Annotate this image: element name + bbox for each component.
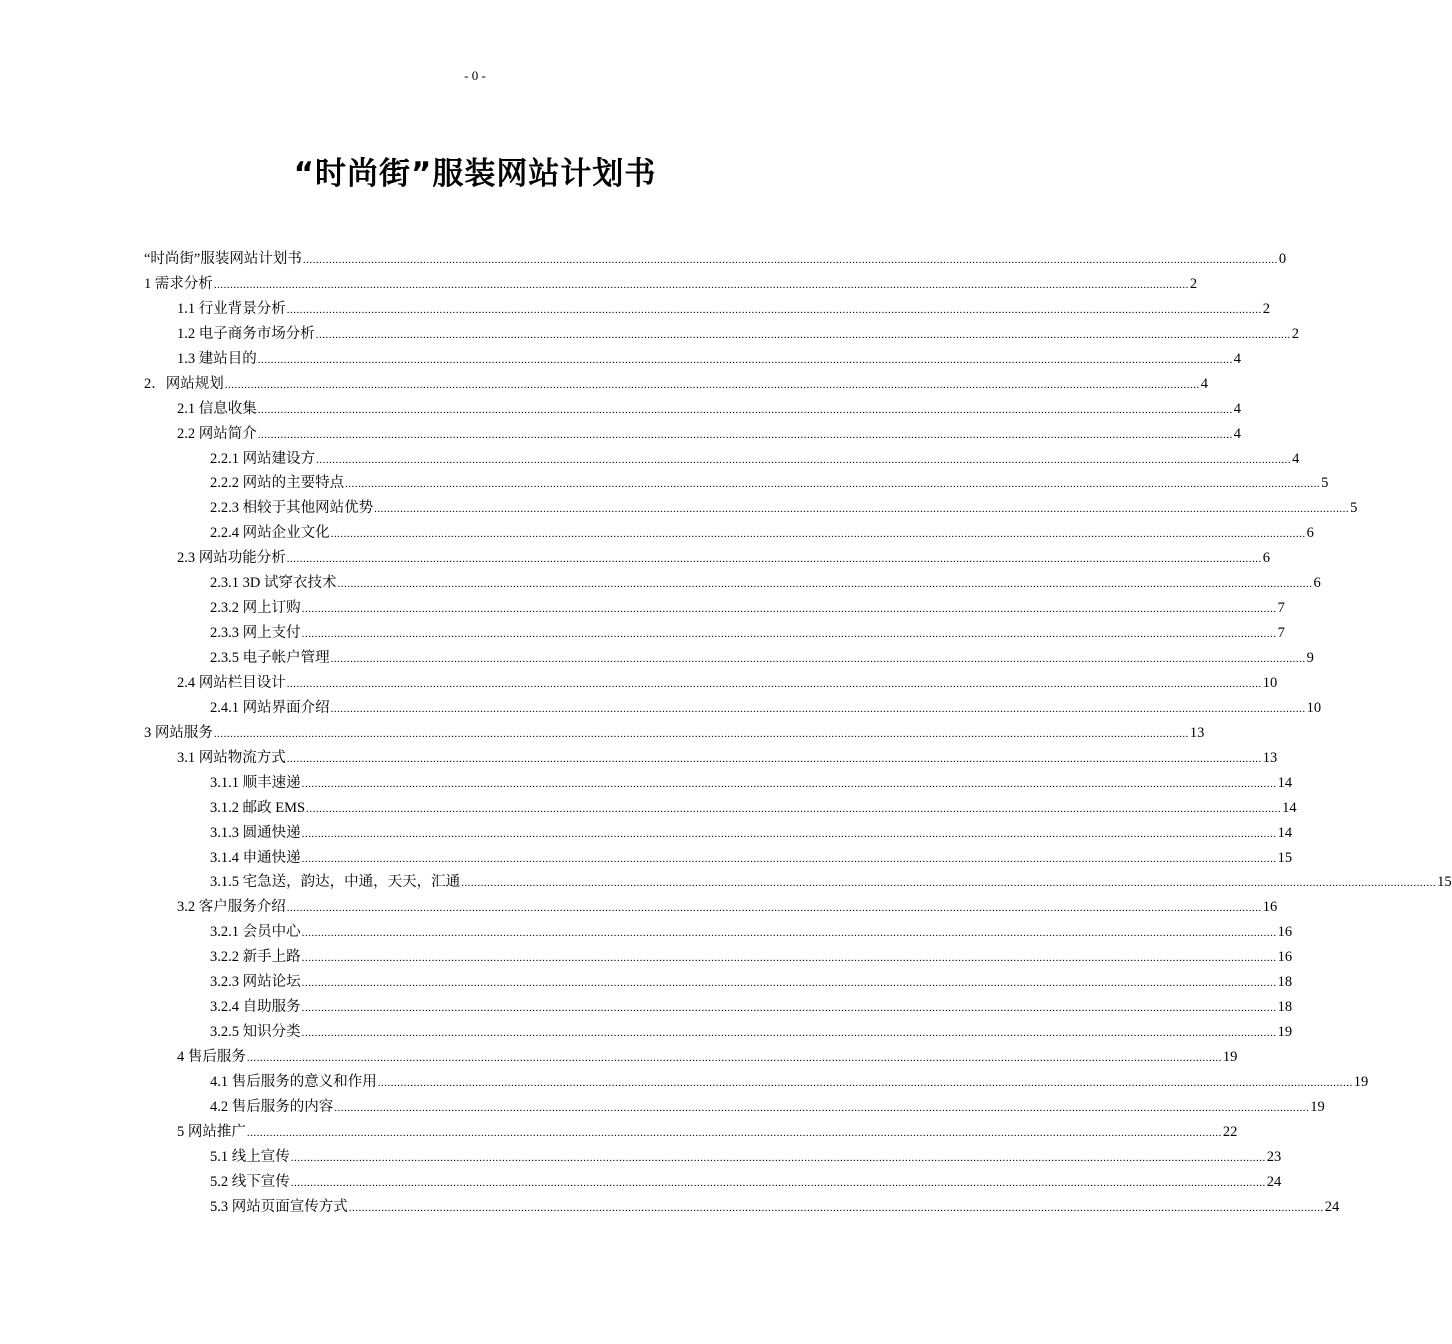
toc-dot-leader: ............................................................................................................................................................................................................................................................................................................ <box>461 877 1437 890</box>
toc-entry[interactable] <box>144 546 1270 571</box>
toc-entry-page: 23 <box>1266 1148 1282 1165</box>
document-title: “时尚街”服装网站计划书 <box>293 156 657 192</box>
toc-dot-leader: ............................................................................................................................................................................................................................................................................................................ <box>377 1076 1353 1089</box>
toc-entry[interactable] <box>144 471 1329 496</box>
toc-dot-leader: ............................................................................................................................................................................................................................................................................................................ <box>301 977 1277 990</box>
toc-entry-label: 2.2 网站简介 <box>177 425 257 442</box>
toc-entry[interactable] <box>144 821 1293 846</box>
toc-entry-label: 3.2 客户服务介绍 <box>177 899 286 916</box>
toc-entry[interactable] <box>144 297 1270 322</box>
toc-dot-leader: ............................................................................................................................................................................................................................................................................................................ <box>286 303 1262 316</box>
toc-entry-page: 24 <box>1266 1173 1282 1190</box>
toc-entry-page: 16 <box>1277 924 1293 941</box>
toc-entry-page: 0 <box>1278 251 1287 267</box>
toc-entry-page: 19 <box>1310 1098 1325 1115</box>
toc-entry-label: 4.1 售后服务的意义和作用 <box>210 1073 377 1090</box>
toc-entry-label: 3.1.2 邮政 EMS <box>210 799 306 816</box>
toc-entry[interactable] <box>144 721 1205 746</box>
toc-entry[interactable] <box>144 397 1241 422</box>
toc-entry-label: 4 售后服务 <box>177 1049 246 1065</box>
toc-entry-label: 4.2 售后服务的内容 <box>210 1098 334 1115</box>
toc-dot-leader: ............................................................................................................................................................................................................................................................................................................ <box>301 852 1277 865</box>
toc-dot-leader: ............................................................................................................................................................................................................................................................................................................ <box>213 278 1189 291</box>
toc-entry[interactable] <box>144 1020 1293 1045</box>
toc-entry-page: 18 <box>1277 974 1293 991</box>
toc-entry[interactable] <box>144 247 1287 272</box>
toc-dot-leader: ............................................................................................................................................................................................................................................................................................................ <box>316 453 1292 466</box>
toc-dot-leader: ............................................................................................................................................................................................................................................................................................................ <box>330 702 1306 715</box>
toc-entry[interactable] <box>144 1045 1238 1070</box>
toc-entry[interactable] <box>144 771 1293 796</box>
toc-entry-page: 18 <box>1277 999 1293 1016</box>
toc-entry-label: 2.3.1 3D 试穿衣技术 <box>210 575 337 592</box>
toc-entry[interactable] <box>144 1145 1282 1170</box>
toc-entry-page: 10 <box>1306 699 1322 716</box>
toc-entry-label: 2.2.4 网站企业文化 <box>210 525 330 542</box>
toc-entry-label: 2.3.2 网上订购 <box>210 600 301 617</box>
toc-entry-label: 5.3 网站页面宣传方式 <box>210 1198 348 1215</box>
toc-entry-label: 3.1.3 圆通快递 <box>210 824 301 841</box>
toc-entry-page: 16 <box>1277 949 1293 966</box>
toc-dot-leader: ............................................................................................................................................................................................................................................................................................................ <box>257 353 1233 366</box>
toc-entry-label: 5.1 线上宣传 <box>210 1148 290 1165</box>
toc-entry[interactable] <box>144 696 1322 721</box>
toc-entry-page: 9 <box>1306 650 1314 666</box>
toc-entry-page: 6 <box>1313 575 1321 592</box>
toc-entry-label: “时尚街”服装网站计划书 <box>144 251 302 267</box>
toc-entry[interactable] <box>144 646 1314 671</box>
toc-entry-label: 3.2.3 网站论坛 <box>210 974 301 991</box>
toc-dot-leader: ............................................................................................................................................................................................................................................................................................................ <box>330 653 1306 665</box>
toc-entry-label: 2.3.3 网上支付 <box>210 625 301 642</box>
toc-entry-label: 3 网站服务 <box>144 724 213 741</box>
toc-dot-leader: ............................................................................................................................................................................................................................................................................................................ <box>224 378 1200 391</box>
toc-entry-label: 2.2.1 网站建设方 <box>210 450 316 467</box>
toc-entry-page: 2 <box>1262 300 1270 317</box>
toc-entry-page: 6 <box>1262 550 1270 567</box>
page-number: - 0 - <box>464 68 486 83</box>
toc-entry[interactable] <box>144 746 1278 771</box>
toc-dot-leader: ............................................................................................................................................................................................................................................................................................................ <box>301 1002 1277 1015</box>
toc-entry-page: 4 <box>1233 425 1241 442</box>
toc-dot-leader: ............................................................................................................................................................................................................................................................................................................ <box>286 677 1262 690</box>
toc-dot-leader: ............................................................................................................................................................................................................................................................................................................ <box>337 578 1313 591</box>
toc-entry[interactable] <box>144 1195 1340 1220</box>
toc-entry-label: 3.2.1 会员中心 <box>210 924 301 941</box>
toc-entry-label: 2.3 网站功能分析 <box>177 550 286 567</box>
toc-entry-page: 14 <box>1277 774 1293 791</box>
toc-entry[interactable] <box>144 671 1278 696</box>
toc-entry[interactable] <box>144 571 1321 596</box>
toc-entry-page: 13 <box>1262 749 1278 766</box>
toc-entry-label: 2.4 网站栏目设计 <box>177 674 286 691</box>
toc-entry-label: 1.2 电子商务市场分析 <box>177 325 315 342</box>
toc-dot-leader: ............................................................................................................................................................................................................................................................................................................ <box>290 1176 1266 1189</box>
toc-entry[interactable] <box>144 796 1297 821</box>
toc-entry-page: 2 <box>1291 325 1299 342</box>
toc-entry-label: 3.2.4 自助服务 <box>210 999 301 1016</box>
toc-entry-label: 1.3 建站目的 <box>177 350 257 367</box>
toc-entry-label: 2.1 信息收集 <box>177 400 257 417</box>
toc-entry[interactable] <box>144 970 1293 995</box>
toc-dot-leader: ............................................................................................................................................................................................................................................................................................................ <box>290 1151 1266 1164</box>
toc-entry-label: 3.1.4 申通快递 <box>210 849 301 866</box>
toc-entry-page: 22 <box>1222 1123 1238 1140</box>
toc-dot-leader: ............................................................................................................................................................................................................................................................................................................ <box>315 328 1291 341</box>
toc-entry-label: 2.2.2 网站的主要特点 <box>210 475 345 492</box>
toc-entry[interactable] <box>144 995 1293 1020</box>
toc-dot-leader: ............................................................................................................................................................................................................................................................................................................ <box>345 478 1321 491</box>
toc-entry-label: 3.2.2 新手上路 <box>210 949 301 966</box>
toc-entry-page: 14 <box>1277 824 1293 841</box>
toc-dot-leader: ............................................................................................................................................................................................................................................................................................................ <box>286 902 1262 915</box>
toc-entry[interactable] <box>144 920 1293 945</box>
toc-entry[interactable] <box>144 895 1278 920</box>
toc-entry-label: 3.1.5 宅急送，韵达，中通，天天，汇通 <box>210 874 461 891</box>
toc-entry-page: 7 <box>1277 625 1285 642</box>
toc-entry[interactable] <box>144 1070 1369 1095</box>
toc-entry-page: 5 <box>1350 500 1358 517</box>
toc-entry[interactable] <box>144 945 1293 970</box>
toc-entry-page: 15 <box>1277 849 1293 866</box>
toc-entry[interactable] <box>144 447 1300 472</box>
toc-entry-page: 4 <box>1233 350 1241 367</box>
toc-entry-page: 16 <box>1262 899 1278 916</box>
toc-dot-leader: ............................................................................................................................................................................................................................................................................................................ <box>301 927 1277 940</box>
toc-entry-label: 3.2.5 知识分类 <box>210 1024 301 1041</box>
toc-entry-label: 1 需求分析 <box>144 275 213 292</box>
toc-entry[interactable] <box>144 347 1241 372</box>
toc-entry-label: 2.3.5 电子帐户管理 <box>210 650 330 666</box>
toc-entry[interactable] <box>144 272 1198 297</box>
toc-entry-label: 1.1 行业背景分析 <box>177 300 286 317</box>
toc-entry-label: 2.2.3 相较于其他网站优势 <box>210 500 374 517</box>
toc-entry-page: 6 <box>1306 525 1314 542</box>
toc-dot-leader: ............................................................................................................................................................................................................................................................................................................ <box>301 827 1277 840</box>
toc-dot-leader: ............................................................................................................................................................................................................................................................................................................ <box>301 628 1277 641</box>
table-of-contents <box>144 247 1452 1220</box>
toc-entry-page: 4 <box>1233 400 1241 417</box>
toc-entry[interactable] <box>144 496 1358 521</box>
toc-entry-label: 5.2 线下宣传 <box>210 1173 290 1190</box>
toc-dot-leader: ............................................................................................................................................................................................................................................................................................................ <box>374 503 1350 516</box>
toc-dot-leader: ............................................................................................................................................................................................................................................................................................................ <box>246 1126 1222 1139</box>
toc-dot-leader: ............................................................................................................................................................................................................................................................................................................ <box>301 603 1277 616</box>
toc-entry-label: 5 网站推广 <box>177 1123 246 1140</box>
toc-dot-leader: ............................................................................................................................................................................................................................................................................................................ <box>330 528 1306 541</box>
toc-entry-page: 19 <box>1277 1024 1293 1041</box>
toc-dot-leader: ............................................................................................................................................................................................................................................................................................................ <box>286 752 1262 765</box>
toc-entry-page: 13 <box>1189 724 1205 741</box>
toc-entry[interactable] <box>144 621 1285 646</box>
toc-entry[interactable] <box>144 870 1452 895</box>
toc-entry-page: 5 <box>1321 475 1329 492</box>
toc-entry-page: 19 <box>1353 1073 1369 1090</box>
toc-entry[interactable] <box>144 422 1241 447</box>
toc-entry-page: 15 <box>1437 874 1452 891</box>
toc-dot-leader: ............................................................................................................................................................................................................................................................................................................ <box>306 802 1282 815</box>
toc-entry-page: 10 <box>1262 674 1278 691</box>
toc-dot-leader: ............................................................................................................................................................................................................................................................................................................ <box>213 727 1189 740</box>
toc-entry-page: 24 <box>1324 1198 1340 1215</box>
toc-entry-page: 7 <box>1277 600 1285 617</box>
toc-entry[interactable] <box>144 596 1285 621</box>
toc-dot-leader: ............................................................................................................................................................................................................................................................................................................ <box>257 428 1233 441</box>
toc-entry[interactable] <box>144 846 1293 871</box>
toc-entry-page: 4 <box>1200 375 1208 392</box>
toc-dot-leader: ............................................................................................................................................................................................................................................................................................................ <box>301 952 1277 965</box>
toc-entry[interactable] <box>144 1170 1282 1195</box>
toc-dot-leader: ............................................................................................................................................................................................................................................................................................................ <box>334 1101 1310 1114</box>
toc-entry[interactable] <box>144 1095 1325 1120</box>
toc-dot-leader: ............................................................................................................................................................................................................................................................................................................ <box>286 553 1262 566</box>
toc-dot-leader: ............................................................................................................................................................................................................................................................................................................ <box>301 777 1277 790</box>
toc-dot-leader: ............................................................................................................................................................................................................................................................................................................ <box>301 1027 1277 1040</box>
toc-dot-leader: ............................................................................................................................................................................................................................................................................................................ <box>246 1052 1222 1064</box>
toc-entry-page: 4 <box>1292 450 1300 467</box>
toc-entry[interactable] <box>144 521 1314 546</box>
toc-dot-leader: ............................................................................................................................................................................................................................................................................................................ <box>257 403 1233 416</box>
toc-entry[interactable] <box>144 322 1299 347</box>
toc-entry[interactable] <box>144 372 1208 397</box>
toc-entry-label: 2．网站规划 <box>144 375 224 392</box>
toc-entry-label: 3.1 网站物流方式 <box>177 749 286 766</box>
toc-entry-label: 3.1.1 顺丰速递 <box>210 774 301 791</box>
toc-entry[interactable] <box>144 1120 1238 1145</box>
toc-entry-page: 14 <box>1282 799 1297 816</box>
toc-dot-leader: ............................................................................................................................................................................................................................................................................................................ <box>348 1201 1324 1214</box>
toc-dot-leader: ............................................................................................................................................................................................................................................................................................................ <box>302 254 1278 266</box>
toc-entry-label: 2.4.1 网站界面介绍 <box>210 699 330 716</box>
toc-entry-page: 2 <box>1189 275 1198 292</box>
toc-entry-page: 19 <box>1222 1049 1238 1065</box>
